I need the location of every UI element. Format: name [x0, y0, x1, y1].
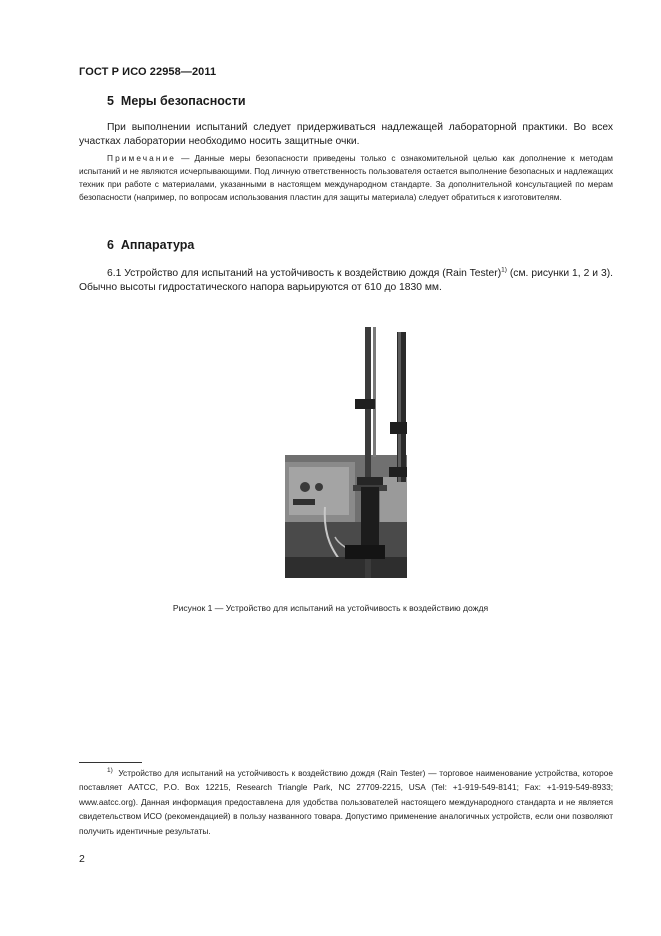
footnote-divider	[79, 762, 142, 763]
safety-note	[79, 152, 613, 204]
footnote-marker: 1)	[107, 767, 113, 775]
section-5-paragraph: При выполнении испытаний следует придерживаться надлежащей лабораторной практики. Во всех участках лаборатории необходимо носить защитные очки.	[79, 122, 613, 147]
section-6-title: Аппаратура	[120, 238, 195, 252]
footnote-text: Устройство для испытаний на устойчивость к воздействию дождя (Rain Tester) — торговое наименование устройства, которое поставляет AATCC, P.O. Box 12215, Research Triangle Park, NC 27709-2215, USA (Tel: +1-919-549-8141; Fax: +1-919-549-8933; www.aatcc.org). Данная информация предоставлена для удобства пользователей настоящего международного стандарта и не является свидетельством ИСО (рекомендацией) в пользу названного товара. Допустимо применение аналогичных устройств, если они позволяют получить идентичные результаты.	[79, 768, 613, 836]
section-5-number: 5	[107, 94, 114, 108]
section-5-heading	[107, 94, 246, 108]
page-number: 2	[79, 853, 85, 865]
rain-tester-photo	[285, 327, 407, 578]
section-6-heading	[107, 238, 194, 252]
note-text: — Данные меры безопасности приведены только с ознакомительной целью как дополнение к методам испытаний и не являются исчерпывающими. Под личную ответственность пользователя остается выполнение безопасных и надлежащих техник при работе с материалами, указанными в настоящем международном стандарте. За дополнительной консультацией по мерам безопасности (например, по вопросам использования пластин для защиты материала) следует обратиться к изготовителям.	[79, 153, 613, 203]
paragraph-part-1: 6.1 Устройство для испытаний на устойчивость к воздействию дождя (Rain Tester)	[107, 268, 502, 279]
paragraph-part-2: (см. рисунки 1, 2 и 3). Обычно высоты гидростатического напора варьируются от 610 до 1830 мм.	[79, 268, 613, 293]
figure-1-caption: Рисунок 1 — Устройство для испытаний на устойчивость к воздействию дождя	[172, 603, 489, 613]
figure-1-photo	[285, 327, 407, 578]
section-6-1-paragraph	[79, 267, 613, 295]
document-header: ГОСТ Р ИСО 22958—2011	[79, 66, 217, 78]
note-label: Примечание	[107, 153, 177, 163]
section-5-title: Меры безопасности	[120, 94, 246, 108]
footnote-reference[interactable]: 1)	[501, 266, 507, 274]
section-6-number: 6	[107, 238, 114, 252]
footnote	[79, 766, 613, 838]
